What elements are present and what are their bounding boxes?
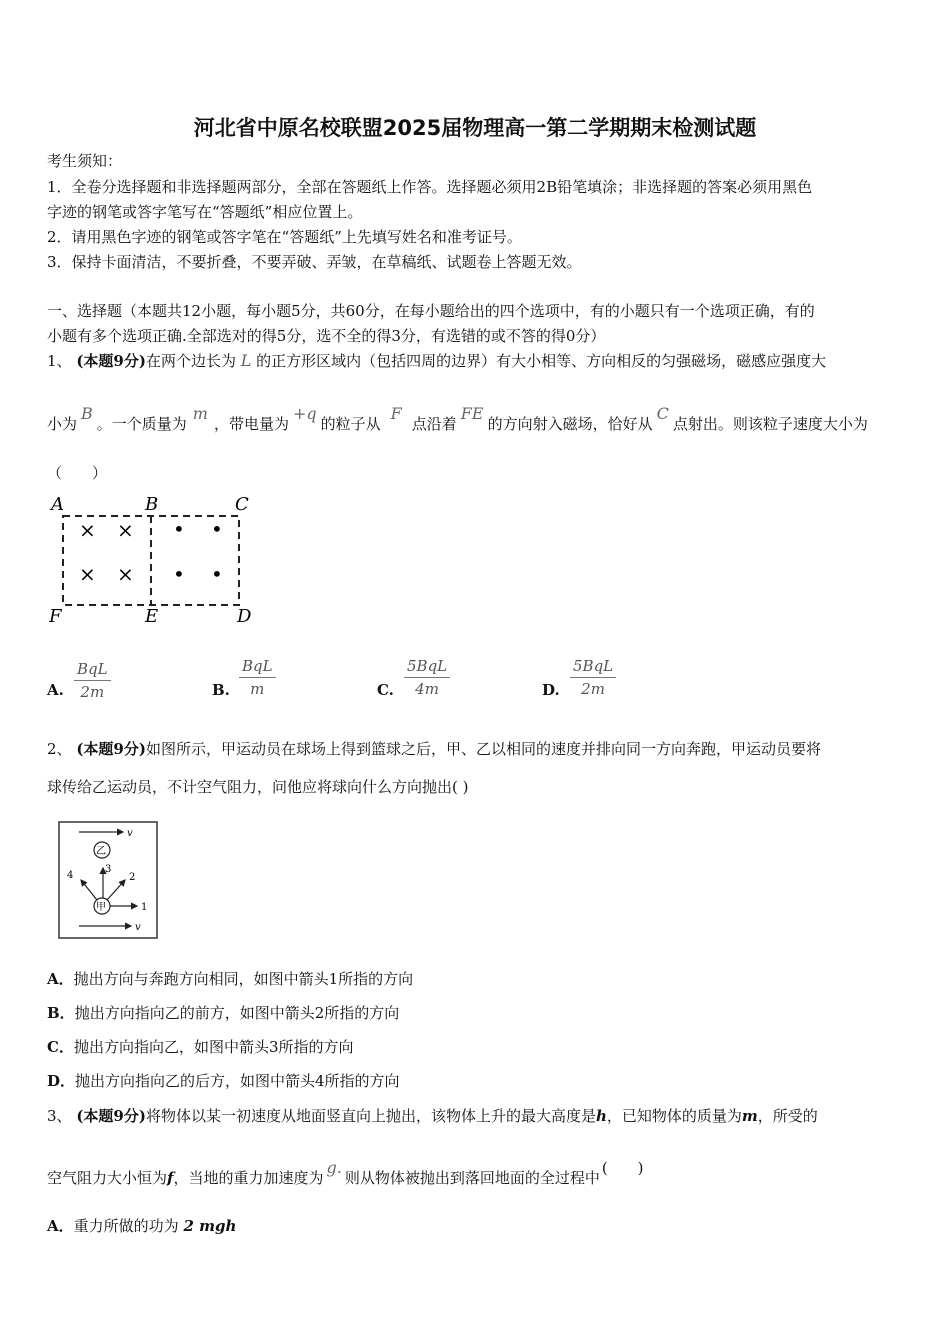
q2-players-figure <box>57 818 161 942</box>
q1-text-2f: 的方向射入磁场，恰好从 <box>487 415 653 433</box>
notice-heading: 考生须知： <box>47 152 123 170</box>
q1-option-A-fraction <box>74 660 111 701</box>
q1-score: (本题9分) <box>76 352 146 370</box>
fraction-denominator: 4m <box>415 680 439 698</box>
q2-line1 <box>47 740 821 758</box>
q1-text-1b: 的正方形区域内（包括四周的边界）有大小相等、方向相反的匀强磁场，磁感应强度大 <box>256 352 827 370</box>
dot-mark: • <box>173 517 185 541</box>
q1-text-2b: 。一个质量为 <box>96 415 187 433</box>
notice-item-2: 2．请用黑色字迹的钢笔或答字笔在“答题纸”上先填写姓名和准考证号。 <box>47 228 522 246</box>
q1-symbol-FE: FE <box>460 404 484 423</box>
notice-item-1: 1．全卷分选择题和非选择题两部分，全部在答题纸上作答。选择题必须用2B铅笔填涂；非选择题的答案必须用黑色 <box>47 178 813 196</box>
q3-option-A-expr: 2 mgh <box>183 1217 237 1235</box>
label-E: E <box>145 606 159 627</box>
q1-line2 <box>47 404 868 433</box>
q2-option-D[interactable] <box>47 1072 400 1090</box>
q3-option-A[interactable] <box>47 1217 236 1235</box>
label-D: D <box>237 606 252 627</box>
cross-mark: × <box>79 518 96 542</box>
fraction-numerator: 5BqL <box>404 657 450 678</box>
q1-magnetic-field-figure <box>45 490 265 630</box>
q3-symbol-h: h <box>595 1107 607 1125</box>
notice-item-1-cont: 字迹的钢笔或答字笔写在“答题纸”相应位置上。 <box>47 203 363 221</box>
q1-option-D-label[interactable]: D. <box>542 681 560 699</box>
q3-text-2c: 则从物体被抛出到落回地面的全过程中 <box>344 1169 600 1187</box>
fraction-denominator: 2m <box>80 683 105 701</box>
q1-option-A-label[interactable]: A. <box>47 681 64 699</box>
q3-answer-blank: ( ) <box>601 1159 644 1177</box>
q1-line1 <box>47 352 826 370</box>
q3-text-2b: ，当地的重力加速度为 <box>173 1169 324 1187</box>
cross-mark: × <box>117 562 134 586</box>
q1-text-2d: 的粒子从 <box>320 415 381 433</box>
q3-text-1c: ，所受的 <box>757 1107 818 1125</box>
player-jia-label: 甲 <box>96 902 106 913</box>
q1-option-C-fraction <box>404 657 450 698</box>
q3-line2 <box>47 1158 644 1187</box>
dot-mark: • <box>211 517 223 541</box>
arrow-3-label: 3 <box>105 864 112 875</box>
label-B: B <box>145 494 159 515</box>
q1-option-C-label[interactable]: C. <box>377 681 394 699</box>
label-A: A <box>51 494 64 515</box>
q1-answer-blank: （ ） <box>47 464 108 482</box>
q1-symbol-m: m <box>192 404 208 423</box>
q3-text-1b: ，已知物体的质量为 <box>606 1107 742 1125</box>
q2-option-D-text: 抛出方向指向乙的后方，如图中箭头4所指的方向 <box>75 1072 400 1090</box>
q1-symbol-q: +q <box>292 404 317 423</box>
q2-line2: 球传给乙运动员，不计空气阻力，问他应将球向什么方向抛出( ) <box>47 778 469 796</box>
q1-symbol-B: B <box>81 404 93 423</box>
q2-option-C-label: C． <box>47 1038 74 1056</box>
q2-option-B-label: B． <box>47 1004 75 1022</box>
q1-option-D-fraction <box>570 657 616 698</box>
q1-number: 1、 <box>47 352 72 370</box>
q2-option-B[interactable] <box>47 1004 399 1022</box>
q1-symbol-L: L <box>240 351 252 370</box>
arrow-1-label: 1 <box>141 902 148 913</box>
q3-text-1a: 将物体以某一初速度从地面竖直向上抛出，该物体上升的最大高度是 <box>145 1107 596 1125</box>
q2-text-1: 如图所示，甲运动员在球场上得到篮球之后，甲、乙以相同的速度并排向同一方向奔跑，甲运动员要将 <box>145 740 821 758</box>
q1-text-2a: 小为 <box>47 415 78 433</box>
q3-symbol-m: m <box>741 1107 758 1125</box>
q1-text-2e: 点沿着 <box>411 415 457 433</box>
q3-symbol-g: g. <box>326 1158 342 1177</box>
q3-option-A-text: 重力所做的功为 <box>73 1217 179 1235</box>
q1-symbol-F: F <box>390 404 402 423</box>
q2-score: (本题9分) <box>76 740 146 758</box>
q3-line1 <box>47 1107 818 1125</box>
fraction-numerator: 5BqL <box>570 657 616 678</box>
figure-frame <box>59 822 157 938</box>
q2-option-C[interactable] <box>47 1038 354 1056</box>
q2-option-A-label: A． <box>47 970 74 988</box>
q2-option-A-text: 抛出方向与奔跑方向相同，如图中箭头1所指的方向 <box>73 970 414 988</box>
q1-text-2g: 点射出。则该粒子速度大小为 <box>672 415 868 433</box>
velocity-label-bottom: v <box>135 922 141 933</box>
velocity-label-top: v <box>127 828 133 839</box>
player-yi-label: 乙 <box>96 846 106 857</box>
arrow-2-label: 2 <box>129 872 136 883</box>
q1-option-B-label[interactable]: B. <box>212 681 230 699</box>
q3-number: 3、 <box>47 1107 72 1125</box>
q1-option-B-fraction <box>239 657 276 698</box>
label-F: F <box>49 606 62 627</box>
q2-option-B-text: 抛出方向指向乙的前方，如图中箭头2所指的方向 <box>74 1004 400 1022</box>
fraction-numerator: BqL <box>74 660 111 681</box>
q2-number: 2、 <box>47 740 72 758</box>
q3-option-A-label: A． <box>47 1217 74 1235</box>
q1-text-2c: ，带电量为 <box>213 415 289 433</box>
notice-item-3: 3．保持卡面清洁，不要折叠，不要弄破、弄皱，在草稿纸、试题卷上答题无效。 <box>47 253 582 271</box>
section-heading-line1: 一、选择题（本题共12小题，每小题5分，共60分，在每小题给出的四个选项中，有的小题只有一个选项正确，有的 <box>47 302 815 320</box>
q2-option-C-text: 抛出方向指向乙，如图中箭头3所指的方向 <box>73 1038 354 1056</box>
q3-text-2a: 空气阻力大小恒为 <box>47 1169 168 1187</box>
label-C: C <box>235 494 249 515</box>
fraction-denominator: m <box>250 680 265 698</box>
q1-symbol-C: C <box>656 404 669 423</box>
fraction-denominator: 2m <box>581 680 605 698</box>
dot-mark: • <box>211 562 223 586</box>
q2-option-D-label: D． <box>47 1072 76 1090</box>
fraction-numerator: BqL <box>239 657 276 678</box>
arrow-4-label: 4 <box>67 870 74 881</box>
q1-text-1a: 在两个边长为 <box>145 352 236 370</box>
dot-mark: • <box>173 562 185 586</box>
cross-mark: × <box>117 518 134 542</box>
q3-symbol-f: f <box>167 1169 174 1187</box>
cross-mark: × <box>79 562 96 586</box>
q2-option-A[interactable] <box>47 970 413 988</box>
q3-score: (本题9分) <box>76 1107 146 1125</box>
page-title: 河北省中原名校联盟2025届物理高一第二学期期末检测试题 <box>193 116 757 140</box>
section-heading-line2: 小题有多个选项正确.全部选对的得5分，选不全的得3分，有选错的或不答的得0分） <box>47 327 606 345</box>
